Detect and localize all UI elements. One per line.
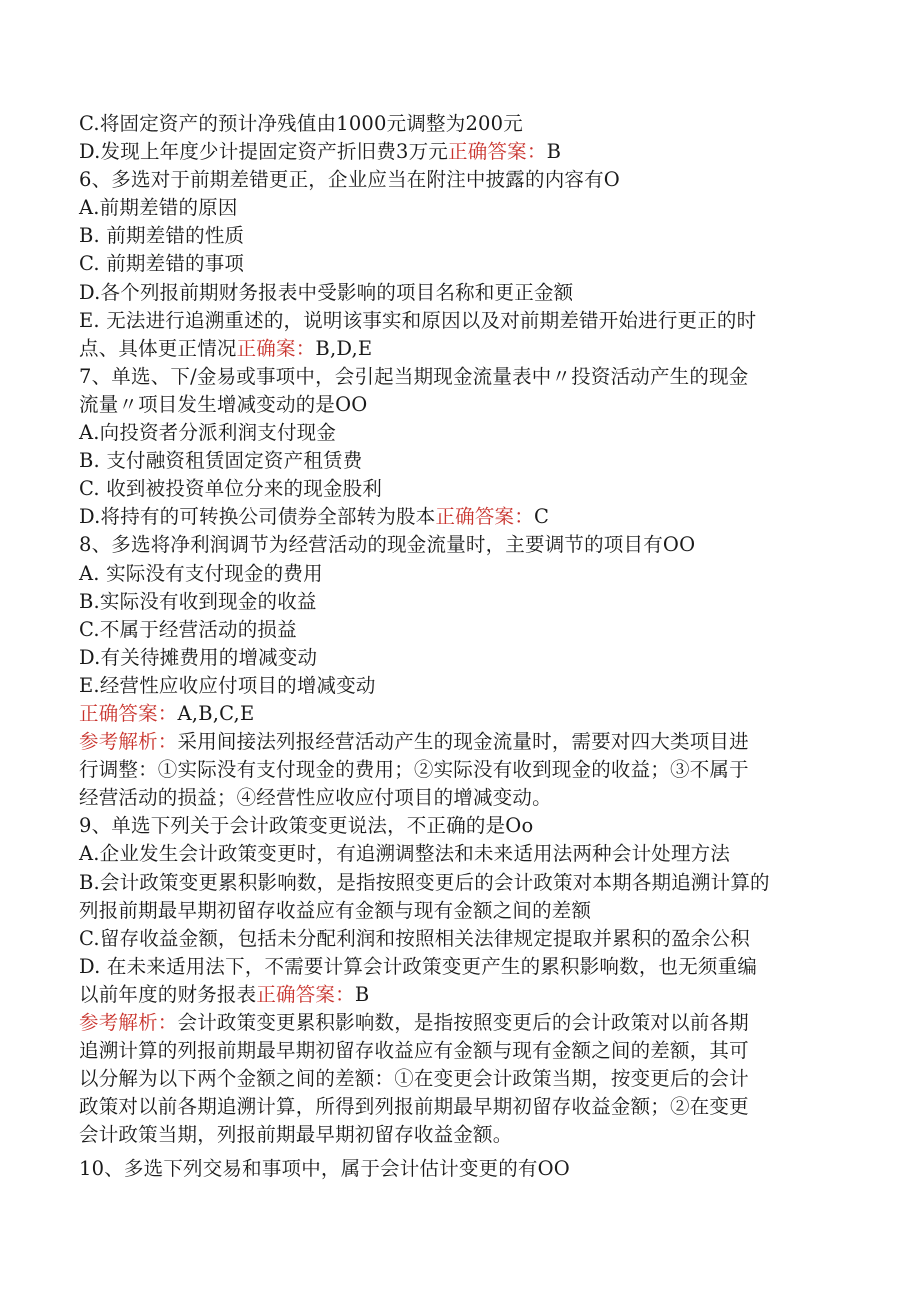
line-text: 8、多选将净利润调节为经营活动的现金流量时，主要调节的项目有OO — [79, 533, 696, 557]
line-text: 经营活动的损益；④经营性应收应付项目的增减变动。 — [79, 786, 552, 810]
text-line — [79, 391, 839, 419]
text-line — [79, 1093, 839, 1121]
text-line — [79, 840, 839, 868]
line-text: C. 前期差错的事项 — [79, 252, 245, 276]
line-text: A. 实际没有支付现金的费用 — [79, 561, 323, 585]
answer-value: C — [533, 505, 550, 529]
text-line — [79, 335, 839, 363]
text-line — [79, 616, 839, 644]
text-line — [79, 250, 839, 278]
answer-label: 正确案： — [236, 336, 316, 360]
text-line — [79, 588, 839, 616]
answer-value: B — [354, 982, 370, 1006]
line-text: D. 在未来适用法下，不需要计算会计政策变更产生的累积影响数，也无须重编 — [79, 954, 758, 978]
line-text: E. 无法进行追溯重述的，说明该事实和原因以及对前期差错开始进行更正的时 — [79, 308, 757, 332]
answer-label: 正确答案： — [79, 701, 178, 725]
line-text: A.向投资者分派利润支付现金 — [79, 421, 337, 445]
answer-label: 正确答案： — [448, 140, 547, 164]
answer-label: 参考解析： — [79, 1011, 178, 1034]
answer-value: 会计政策变更累积影响数，是指按照变更后的会计政策对以前各期 — [177, 1011, 749, 1034]
text-line — [79, 869, 839, 897]
text-line — [79, 953, 839, 981]
line-text: A.前期差错的原因 — [79, 196, 238, 220]
line-text: 10、多选下列交易和事项中，属于会计估计变更的有OO — [79, 1157, 570, 1181]
line-text: C.将固定资产的预计净残值由1000元调整为200元 — [79, 112, 523, 135]
text-line — [79, 419, 839, 447]
text-line — [79, 784, 839, 812]
text-line — [79, 363, 839, 391]
line-text: 追溯计算的列报前期最早期初留存收益应有金额与现有金额之间的差额，其可 — [79, 1039, 749, 1063]
line-text: 9、单选下列关于会计政策变更说法，不正确的是Oo — [79, 814, 534, 838]
text-line — [79, 728, 839, 756]
answer-label: 参考解析： — [79, 730, 178, 754]
text-line — [79, 1065, 839, 1093]
line-text: 以分解为以下两个金额之间的差额：①在变更会计政策当期，按变更后的会计 — [79, 1067, 749, 1091]
text-line — [79, 644, 839, 672]
text-line — [79, 1155, 839, 1183]
line-text: 列报前期最早期初留存收益应有金额与现有金额之间的差额 — [79, 898, 592, 922]
text-line — [79, 194, 839, 222]
text-line — [79, 166, 839, 194]
text-line — [79, 138, 839, 166]
answer-label: 正确答案： — [435, 505, 534, 529]
text-line — [79, 1037, 839, 1065]
line-text: E.经营性应收应付项目的增减变动 — [79, 673, 376, 697]
line-text: C.不属于经营活动的损益 — [79, 617, 297, 641]
line-text: 7、单选、下/金易或事项中，会引起当期现金流量表中〃投资活动产生的现金 — [79, 364, 749, 388]
document-body — [79, 110, 839, 1184]
line-text: B.会计政策变更累积影响数，是指按照变更后的会计政策对本期各期追溯计算的 — [79, 870, 770, 894]
line-text: 行调整：①实际没有支付现金的费用；②实际没有收到现金的收益；③不属于 — [79, 758, 749, 782]
text-line — [79, 531, 839, 559]
text-line — [79, 222, 839, 250]
answer-label: 正确答案： — [256, 982, 355, 1006]
text-line — [79, 1121, 839, 1149]
line-text: D.有关待摊费用的增减变动 — [79, 645, 318, 669]
text-line — [79, 812, 839, 840]
answer-value: 采用间接法列报经营活动产生的现金流量时，需要对四大类项目进 — [177, 730, 749, 754]
text-line — [79, 560, 839, 588]
text-line — [79, 672, 839, 700]
text-line — [79, 110, 839, 138]
line-text: C. 收到被投资单位分来的现金股利 — [79, 477, 383, 501]
line-text: B. 前期差错的性质 — [79, 224, 245, 248]
line-text: 以前年度的财务报表 — [79, 982, 257, 1006]
line-text: D.将持有的可转换公司债券全部转为股本 — [79, 505, 436, 529]
text-line — [79, 925, 839, 953]
line-text: C.留存收益金额，包括未分配利润和按照相关法律规定提取并累积的盈余公积 — [79, 926, 750, 950]
text-line — [79, 1009, 839, 1037]
text-line — [79, 897, 839, 925]
line-text: D.各个列报前期财务报表中受影响的项目名称和更正金额 — [79, 280, 574, 304]
text-line — [79, 503, 839, 531]
text-line — [79, 700, 839, 728]
text-line — [79, 279, 839, 307]
answer-value: A,B,C,E — [177, 701, 255, 725]
line-text: 点、具体更正情况 — [79, 336, 237, 360]
line-text: A.企业发生会计政策变更时，有追溯调整法和未来适用法两种会计处理方法 — [79, 842, 731, 866]
text-line — [79, 307, 839, 335]
line-text: 流量〃项目发生增减变动的是OO — [79, 392, 368, 416]
text-line — [79, 756, 839, 784]
line-text: D.发现上年度少计提固定资产折旧费3万元 — [79, 140, 449, 164]
text-line — [79, 447, 839, 475]
answer-value: B,D,E — [315, 336, 373, 360]
line-text: B. 支付融资租赁固定资产租赁费 — [79, 449, 363, 473]
text-line — [79, 981, 839, 1009]
answer-value: B — [546, 140, 562, 164]
line-text: 政策对以前各期追溯计算，所得到列报前期最早期初留存收益金额；②在变更 — [79, 1095, 749, 1119]
line-text: B.实际没有收到现金的收益 — [79, 589, 317, 613]
line-text: 6、多选对于前期差错更正，企业应当在附注中披露的内容有O — [79, 168, 620, 192]
line-text: 会计政策当期，列报前期最早期初留存收益金额。 — [79, 1123, 513, 1147]
text-line — [79, 475, 839, 503]
